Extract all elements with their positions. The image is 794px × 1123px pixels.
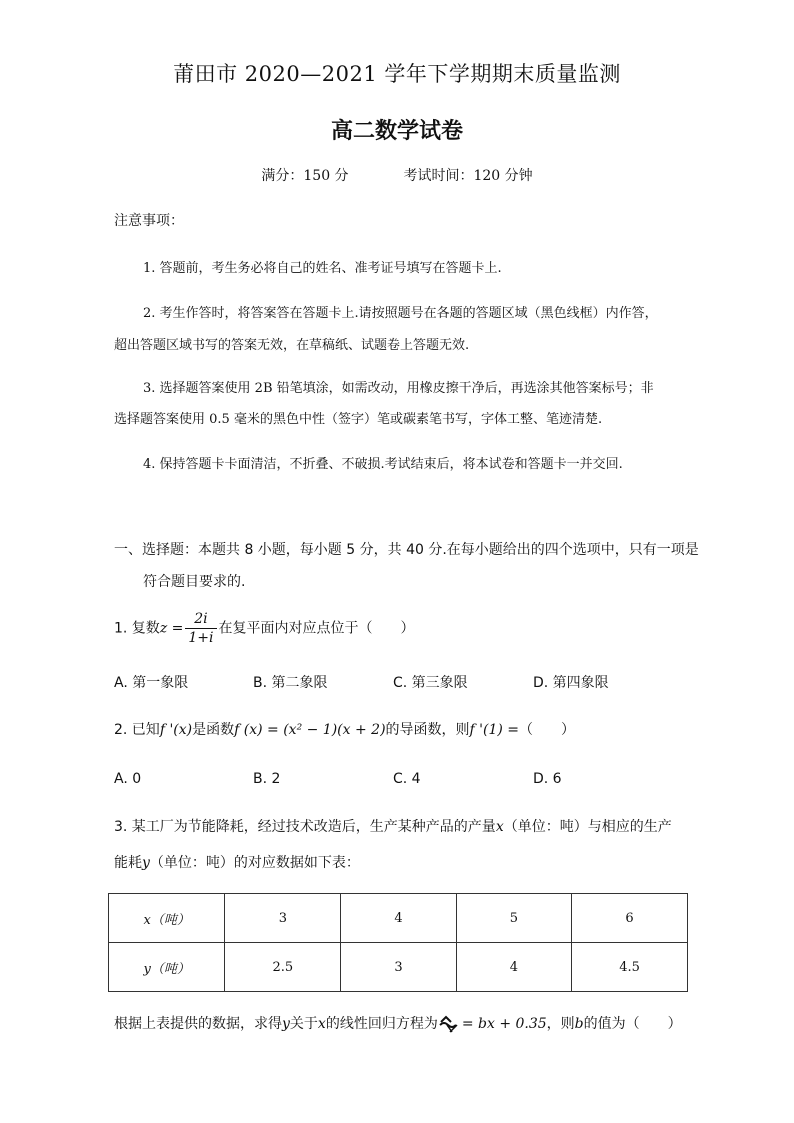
q3-text-e: 根据上表提供的数据，求得 (114, 1016, 282, 1032)
q3-var-x: x (495, 819, 504, 835)
question-3-line-3 (114, 1013, 682, 1033)
question-1 (114, 610, 415, 647)
table-cell: 4 (456, 943, 571, 992)
q2-suffix: （ ） (519, 722, 576, 738)
exam-info (0, 165, 794, 185)
table-cell: 4 (341, 894, 456, 943)
table-header-x: x（吨） (109, 894, 225, 943)
full-score: 满分：150 分 (261, 168, 349, 184)
notice-item-4: 4. 保持答题卡卡面清洁，不折叠、不破损.考试结束后，将本试卷和答题卡一并交回. (143, 457, 623, 472)
q1-fraction (185, 610, 216, 647)
notice-item-1: 1. 答题前，考生务必将自己的姓名、准考证号填写在答题卡上. (143, 261, 502, 276)
q3-text-f: 关于 (289, 1016, 318, 1032)
table-cell: 4.5 (572, 943, 688, 992)
q3-text-i: 的值为（ ） (583, 1016, 682, 1032)
q2-function: f (x) = (x² − 1)(x + 2) (234, 722, 386, 738)
q1-option-d: D. 第四象限 (533, 675, 609, 691)
q1-option-a: A. 第一象限 (114, 675, 189, 691)
q1-numerator: 2i (185, 610, 216, 629)
q1-option-b: B. 第二象限 (253, 675, 328, 691)
y-hat-symbol (438, 1015, 462, 1033)
question-2 (114, 719, 575, 739)
q3-text-a: 3. 某工厂为节能降耗，经过技术改造后，生产某种产品的产量 (114, 819, 496, 835)
exam-title: 莆田市 2020—2021 学年下学期期末质量监测 (173, 62, 621, 86)
q2-prefix: 2. 已知 (114, 722, 160, 738)
section-heading-cont: 符合题目要求的. (143, 574, 246, 590)
notice-item-2: 2. 考生作答时，将答案答在答题卡上.请按照题号在各题的答题区域（黑色线框）内作答， (143, 306, 658, 321)
table-cell: 3 (341, 943, 456, 992)
q2-option-d: D. 6 (533, 771, 562, 787)
q1-var: z = (159, 620, 184, 637)
notice-item-3: 3. 选择题答案使用 2B 铅笔填涂，如需改动，用橡皮擦干净后，再选涂其他答案标号；非 (143, 381, 654, 396)
q2-mid2: 的导函数，则 (385, 722, 470, 738)
q2-ask: f '(1) = (469, 722, 520, 738)
q3-var-y: y (142, 855, 150, 871)
table-header-y: y（吨） (109, 943, 225, 992)
table-cell: 2.5 (225, 943, 341, 992)
notice-item-3-cont: 选择题答案使用 0.5 毫米的黑色中性（签字）笔或碳素笔书写，字体工整、笔迹清楚. (114, 412, 603, 427)
question-3-line-1 (114, 816, 672, 836)
q3-text-b: （单位：吨）与相应的生产 (503, 819, 672, 835)
exam-subtitle: 高二数学试卷 (330, 118, 463, 144)
q2-option-c: C. 4 (393, 771, 421, 787)
table-cell: 6 (572, 894, 688, 943)
q2-fprime: f '(x) (159, 722, 193, 738)
q2-mid: 是函数 (192, 722, 235, 738)
q3-var-y2: y (282, 1016, 290, 1032)
question-3-line-2 (114, 852, 360, 872)
q3-equation: = bx + 0.35 (461, 1016, 547, 1032)
table-row-x (109, 894, 688, 943)
notice-heading: 注意事项： (114, 213, 184, 229)
q1-denominator: 1+i (188, 630, 214, 646)
q1-suffix: 在复平面内对应点位于（ ） (218, 620, 415, 637)
notice-item-2-cont: 超出答题区域书写的答案无效，在草稿纸、试题卷上答题无效. (114, 338, 470, 353)
table-cell: 5 (456, 894, 571, 943)
q3-text-d: （单位：吨）的对应数据如下表： (149, 855, 360, 871)
exam-time: 考试时间：120 分钟 (403, 168, 533, 184)
q2-option-a: A. 0 (114, 771, 142, 787)
q3-text-g: 的线性回归方程为 (325, 1016, 438, 1032)
data-table (108, 893, 688, 992)
q3-var-x2: x (317, 1016, 326, 1032)
table-cell: 3 (225, 894, 341, 943)
q1-prefix: 1. 复数 (114, 620, 160, 637)
q2-option-b: B. 2 (253, 771, 281, 787)
table-row-y (109, 943, 688, 992)
q3-var-b: b (574, 1016, 584, 1032)
q3-text-h: ，则 (546, 1016, 575, 1032)
q1-option-c: C. 第三象限 (393, 675, 468, 691)
q3-text-c: 能耗 (114, 855, 142, 871)
section-heading: 一、选择题：本题共 8 小题，每小题 5 分，共 40 分.在每小题给出的四个选项中，只有一项是 (114, 542, 699, 558)
